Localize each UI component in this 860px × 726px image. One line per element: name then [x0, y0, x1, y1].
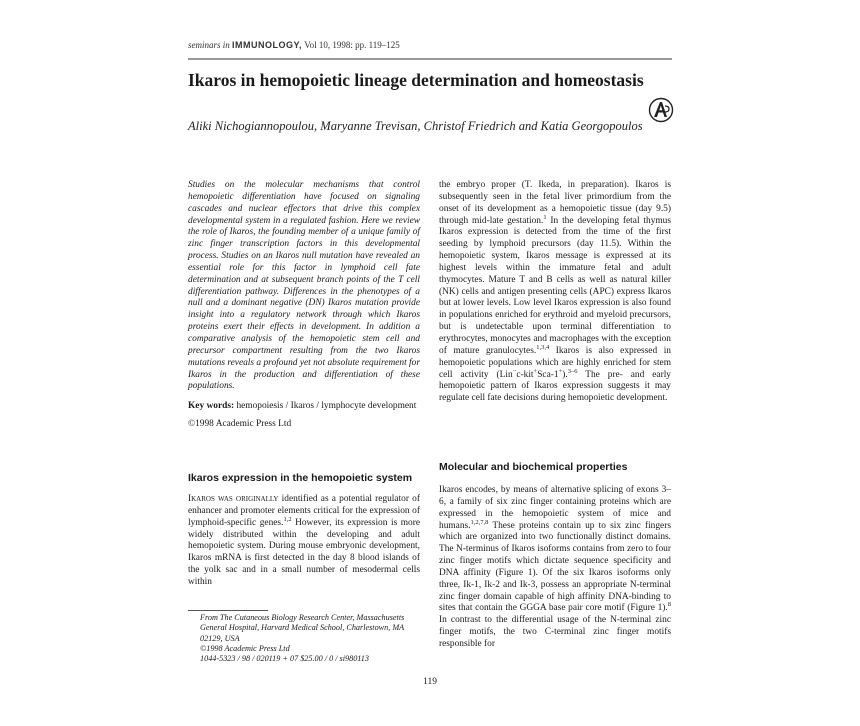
reference: 1,2	[283, 515, 292, 523]
reference: 8	[667, 601, 671, 609]
reference: 1	[543, 213, 547, 221]
lead-in: Ikaros was originally	[188, 494, 279, 504]
footnote-rule	[188, 610, 268, 611]
header-rule	[188, 58, 672, 60]
section-body-molecular: Ikaros encodes, by means of alternative splicing of exons 3–6, a family of six zinc finger containing proteins which are expressed in the hemopoietic system of mice and humans.$^{1,2,7,8}$ These proteins contain up to six zinc fingers which are organized into two functionally distinct domains. The N-terminus of Ikaros isoforms contains from zero to four zinc finger motifs which dictate sequence specificity and DNA affinity (Figure 1). Of the six Ikaros isoforms only three, Ik-1, Ik-2 and Ik-3, possess an appropriate N-terminal zinc finger domain capable of high affinity DNA-binding to sites that contain the GGGA base pair core motif (Figure 1).$^8$ In contrast to the differential usage of the N-terminal zinc finger motifs, the two C-terminal zinc finger motifs responsible for	[439, 485, 671, 649]
journal-name: IMMUNOLOGY,	[232, 40, 303, 50]
reference: 1,3,4	[536, 343, 550, 351]
reference: 1,2,7,8	[470, 518, 489, 526]
footnote-copyright: ©1998 Academic Press Ltd	[200, 643, 290, 653]
abstract: Studies on the molecular mechanisms that control hemopoietic differentiation have focused on signaling cascades and nuclear effectors that drive this complex developmental system in a regulated fashion. Here we review the role of Ikaros, the founding member of a unique family of zinc finger transcription factors in this developmental process. Studies on an Ikaros null mutation have revealed an essential role for this factor in lymphoid cell fate determination and at subsequent branch points of the T cell differentiation pathway. Differences in the phenotypes of a null and a dominant negative (DN) Ikaros mutation provide insight into a regulatory network through which Ikaros proteins exert their effects in development. In addition a comparative analysis of the hemopoietic stem cell and precursor compartment resulting from the two Ikaros mutations reveals a profound yet not absolute requirement for Ikaros in the production and differentiation of these populations.	[188, 180, 420, 392]
abstract-copyright: ©1998 Academic Press Ltd	[188, 419, 292, 430]
page-number: 119	[423, 677, 437, 687]
section-heading-expression: Ikaros expression in the hemopoietic system	[188, 472, 413, 484]
keywords-label: Key words:	[188, 401, 235, 412]
section-heading-molecular: Molecular and biochemical properties	[439, 461, 628, 473]
affiliation-footnote: From The Cutaneous Biology Research Center, Massachusetts General Hospital, Harvard Medical School, Charlestown, MA 02129, USA	[200, 613, 405, 643]
keywords-text: hemopoiesis / Ikaros / lymphocyte development	[236, 401, 417, 412]
reference: 3–6	[567, 367, 578, 375]
left-column	[188, 180, 421, 587]
author-list: Aliki Nichogiannopoulou, Maryanne Trevisan, Christof Friedrich and Katia Georgopoulos	[188, 119, 643, 133]
keywords	[188, 401, 420, 413]
article-title: Ikaros in hemopoietic lineage determination and homeostasis	[188, 70, 644, 90]
section-body-expression: Ikaros was originally identified as a potential regulator of enhancer and promoter elements critical for the expression of lymphoid-specific genes.$^{1,2}$ However, its expression is more widely distributed within the developing and adult hemopoietic system. During mouse embryonic development, Ikaros mRNA is first detected in the day 8 blood islands of the yolk sac and in a small number of mesodermal cells within	[188, 494, 421, 587]
section-body-continued: the embryo proper (T. Ikeda, in preparation). Ikaros is subsequently seen in the fetal liver primordium from the onset of its development as a hemopoietic tissue (day 9.5) through mid-late gestation.$^1$ In the developing fetal thymus Ikaros expression is detected from the time of the first seeding by lymphoid precursors (day 11.5). Within the hemopoietic system, Ikaros message is expressed at its highest levels within the immature fetal and adult thymocytes. Mature T and B cells as well as natural killer (NK) cells and antigen presenting cells (APC) express Ikaros but at lower levels. Low level Ikaros expression is also found in populations enriched for erythroid and myeloid precursors, but is undetectable upon terminal differentiation to erythrocytes, monocytes and macrophages with the exception of mature granulocytes.$^{1,3,4}$ Ikaros is also expressed in hemopoietic populations which are highly enriched for stem cell activity (Lin−c-kit+Sca-1+).$^{3-6}$ The pre- and early hemopoietic pattern of Ikaros expression suggests it may regulate cell fate decisions during hemopoietic development.	[439, 180, 672, 404]
journal-prefix: seminars in	[188, 40, 230, 50]
journal-volume: Vol 10, 1998: pp. 119–125	[304, 40, 400, 50]
journal-header	[188, 40, 672, 50]
article-code: 1044-5323 / 98 / 020119 + 07 $25.00 / 0 / si980113	[200, 654, 369, 664]
academic-press-logo-icon	[648, 97, 674, 123]
right-column	[439, 180, 672, 649]
footnotes	[188, 613, 420, 664]
